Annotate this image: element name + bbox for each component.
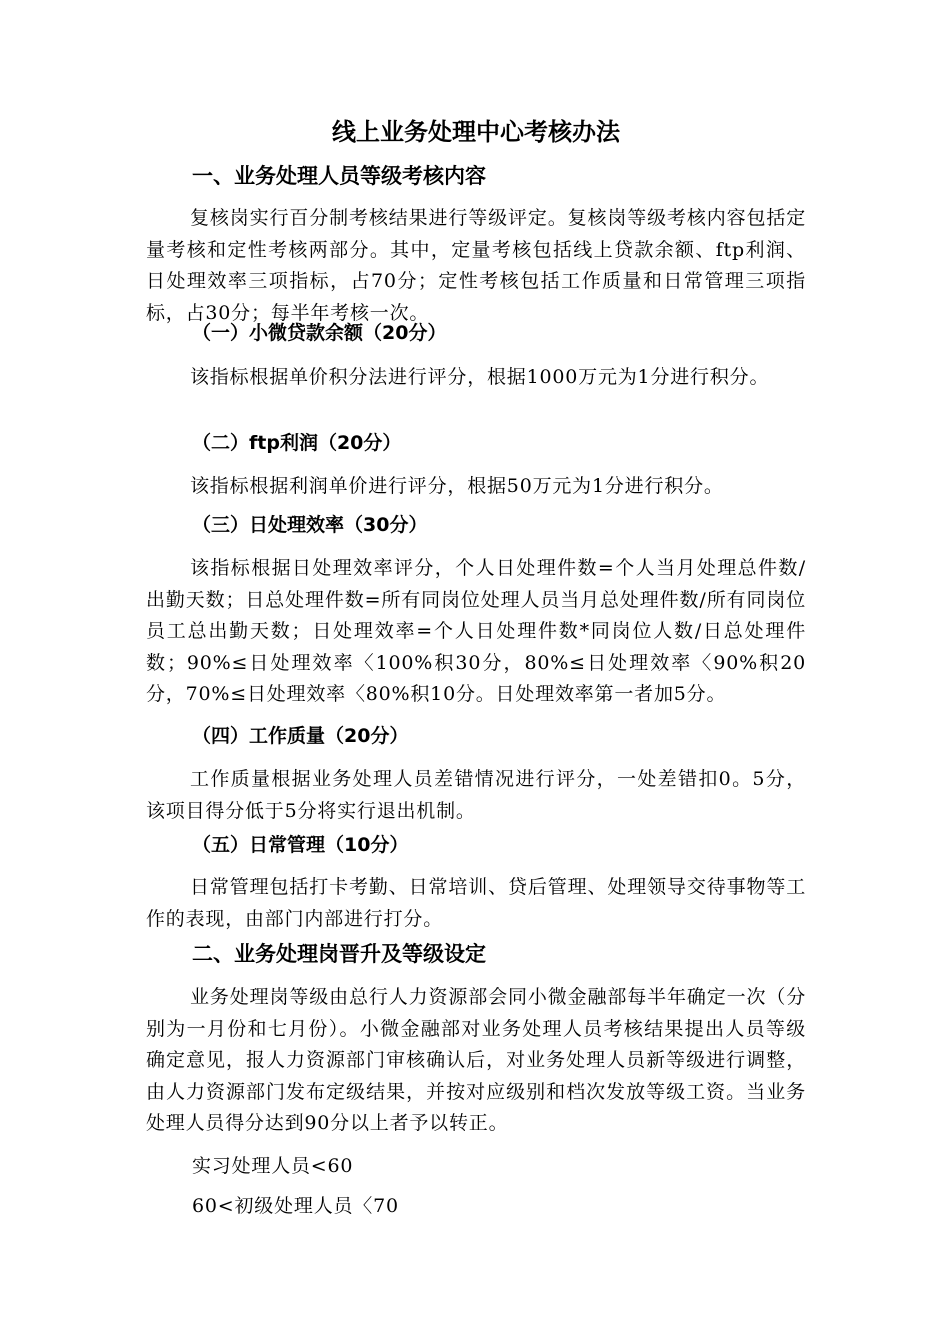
item2-text: 该指标根据利润单价进行评分，根据50万元为1分进行积分。 xyxy=(190,475,724,497)
section1-intro: 复核岗实行百分制考核结果进行等级评定。复核岗等级考核内容包括定量考核和定性考核两部分。其中，定量考核包括线上贷款余额、ftp利润、日处理效率三项指标，占70分；定性考核包括工作质量和日常管理三项指标，占30分；每半年考核一次。 xyxy=(146,207,806,324)
level-item: 60<初级处理人员〈70 xyxy=(192,1195,399,1217)
item1-text: 该指标根据单价积分法进行评分，根据1000万元为1分进行积分。 xyxy=(190,366,770,388)
document-title: 线上业务处理中心考核办法 xyxy=(332,118,620,146)
item3-heading: （三）日处理效率（30分） xyxy=(192,514,428,536)
item4-heading: （四）工作质量（20分） xyxy=(192,725,409,747)
item2-heading: （二）ftp利润（20分） xyxy=(192,432,402,454)
item5-text: 日常管理包括打卡考勤、日常培训、贷后管理、处理领导交待事物等工作的表现，由部门内部进行打分。 xyxy=(146,876,806,930)
section1-heading: 一、业务处理人员等级考核内容 xyxy=(192,164,486,188)
item4-text: 工作质量根据业务处理人员差错情况进行评分，一处差错扣0。5分，该项目得分低于5分将实行退出机制。 xyxy=(146,768,806,822)
level-item: 实习处理人员<60 xyxy=(192,1155,354,1177)
item1-heading: （一）小微贷款余额（20分） xyxy=(192,322,447,344)
item3-text: 该指标根据日处理效率评分，个人日处理件数=个人当月处理总件数/出勤天数；日总处理件数=所有同岗位处理人员当月总处理件数/所有同岗位员工总出勤天数；日处理效率=个人日处理件数*同岗位人数/日总处理件数；90%≤日处理效率〈100%积30分，80%≤日处理效率〈90%积20分，70%≤日处理效率〈80%积10分。日处理效率第一者加5分。 xyxy=(146,557,806,706)
item5-heading: （五）日常管理（10分） xyxy=(192,834,409,856)
section2-intro: 业务处理岗等级由总行人力资源部会同小微金融部每半年确定一次（分别为一月份和七月份）。小微金融部对业务处理人员考核结果提出人员等级确定意见，报人力资源部门审核确认后，对业务处理人员新等级进行调整，由人力资源部门发布定级结果，并按对应级别和档次发放等级工资。当业务处理人员得分达到90分以上者予以转正。 xyxy=(146,986,806,1135)
section2-heading: 二、业务处理岗晋升及等级设定 xyxy=(192,942,486,966)
